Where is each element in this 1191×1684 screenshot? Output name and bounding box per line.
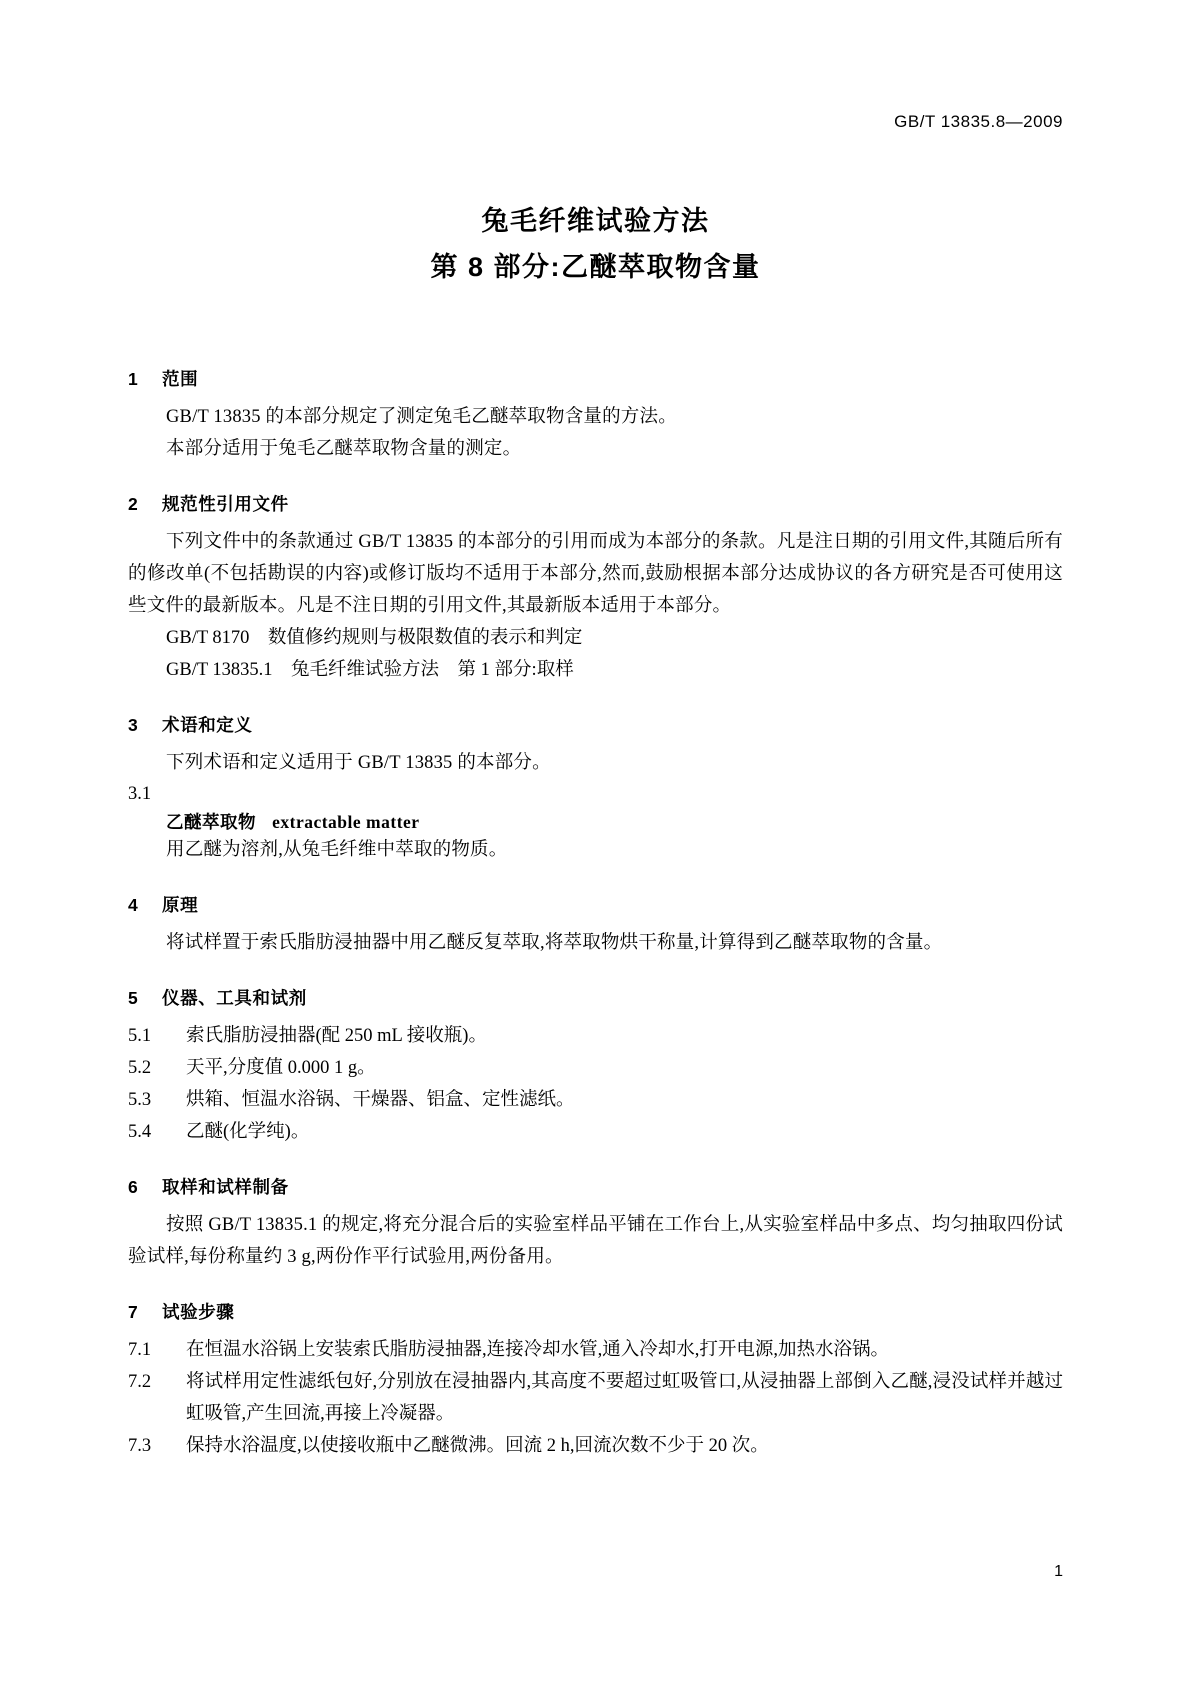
section-heading-1 (128, 366, 1063, 391)
section-heading-3 (128, 712, 1063, 737)
clause-text-7-2: 将试样用定性滤纸包好,分别放在浸抽器内,其高度不要超过虹吸管口,从浸抽器上部倒入乙醚,浸没试样并越过虹吸管,产生回流,再接上冷凝器。 (186, 1372, 1063, 1424)
standard-code-header: GB/T 13835.8—2009 (894, 112, 1063, 131)
document-title (0, 198, 1191, 290)
term-entry (128, 809, 1063, 834)
term-english: extractable matter (272, 812, 420, 832)
section-number-2: 2 (128, 494, 139, 514)
section-number-7: 7 (128, 1302, 139, 1322)
section-6-paragraph-1: 按照 GB/T 13835.1 的规定,将充分混合后的实验室样品平铺在工作台上,从实验室样品中多点、均匀抽取四份试验试样,每份称量约 3 g,两份作平行试验用,两份备用。 (128, 1215, 1063, 1267)
clause-number-5-3: 5.3 (128, 1090, 152, 1110)
section-number-1: 1 (128, 369, 139, 389)
normative-reference-2: GB/T 13835.1 兔毛纤维试验方法 第 1 部分:取样 (166, 660, 574, 680)
clause-text-5-2: 天平,分度值 0.000 1 g。 (186, 1058, 376, 1078)
clause-7-2 (128, 1366, 1063, 1430)
page-number: 1 (1054, 1563, 1063, 1580)
section-title-6: 取样和试样制备 (162, 1177, 289, 1197)
section-title-7: 试验步骤 (162, 1302, 235, 1322)
normative-reference-1: GB/T 8170 数值修约规则与极限数值的表示和判定 (166, 628, 583, 648)
title-line-1: 兔毛纤维试验方法 (481, 206, 710, 236)
section-number-3: 3 (128, 715, 139, 735)
section-title-2: 规范性引用文件 (162, 494, 289, 514)
clause-number-7-2: 7.2 (128, 1372, 152, 1392)
clause-5-4 (128, 1116, 1063, 1148)
section-title-1: 范围 (162, 369, 199, 389)
clause-text-5-3: 烘箱、恒温水浴锅、干燥器、铝盒、定性滤纸。 (186, 1090, 575, 1110)
section-title-4: 原理 (162, 895, 199, 915)
clause-number-5-2: 5.2 (128, 1058, 152, 1078)
clause-number-5-4: 5.4 (128, 1122, 152, 1142)
clause-text-5-4: 乙醚(化学纯)。 (186, 1122, 310, 1142)
term-chinese: 乙醚萃取物 (166, 812, 256, 832)
clause-text-7-3: 保持水浴温度,以使接收瓶中乙醚微沸。回流 2 h,回流次数不少于 20 次。 (186, 1436, 769, 1456)
section-2-paragraph-1: 下列文件中的条款通过 GB/T 13835 的本部分的引用而成为本部分的条款。凡是注日期的引用文件,其随后所有的修改单(不包括勘误的内容)或修订版均不适用于本部分,然而,鼓励根据本部分达成协议的各方研究是否可使用这些文件的最新版本。凡是不注日期的引用文件,其最新版本适用于本部分。 (128, 532, 1063, 616)
section-heading-7 (128, 1299, 1063, 1324)
clause-5-2 (128, 1052, 1063, 1084)
clause-5-1 (128, 1020, 1063, 1052)
term-definition: 用乙醚为溶剂,从兔毛纤维中萃取的物质。 (166, 840, 508, 860)
section-4-paragraph-1: 将试样置于索氏脂肪浸抽器中用乙醚反复萃取,将萃取物烘干称量,计算得到乙醚萃取物的含量。 (166, 933, 943, 953)
section-title-5: 仪器、工具和试剂 (162, 988, 307, 1008)
clause-text-7-1: 在恒温水浴锅上安装索氏脂肪浸抽器,连接冷却水管,通入冷却水,打开电源,加热水浴锅。 (186, 1340, 890, 1360)
clause-text-5-1: 索氏脂肪浸抽器(配 250 mL 接收瓶)。 (186, 1026, 487, 1046)
clause-number-7-3: 7.3 (128, 1436, 152, 1456)
section-heading-6 (128, 1174, 1063, 1199)
clause-7-1 (128, 1334, 1063, 1366)
section-3-paragraph-1: 下列术语和定义适用于 GB/T 13835 的本部分。 (166, 753, 551, 773)
clause-7-3 (128, 1430, 1063, 1462)
section-heading-2 (128, 491, 1063, 516)
subsection-number-3-1: 3.1 (128, 784, 152, 804)
clause-5-3 (128, 1084, 1063, 1116)
section-1-paragraph-1: GB/T 13835 的本部分规定了测定兔毛乙醚萃取物含量的方法。 (166, 407, 677, 427)
title-line-2: 第 8 部分:乙醚萃取物含量 (430, 252, 761, 282)
section-1-paragraph-2: 本部分适用于兔毛乙醚萃取物含量的测定。 (166, 439, 522, 459)
section-title-3: 术语和定义 (162, 715, 253, 735)
section-number-4: 4 (128, 895, 139, 915)
section-heading-4 (128, 892, 1063, 917)
section-heading-5 (128, 985, 1063, 1010)
clause-number-7-1: 7.1 (128, 1340, 152, 1360)
section-number-6: 6 (128, 1177, 139, 1197)
document-body (128, 340, 1063, 1462)
section-number-5: 5 (128, 988, 139, 1008)
clause-number-5-1: 5.1 (128, 1026, 152, 1046)
